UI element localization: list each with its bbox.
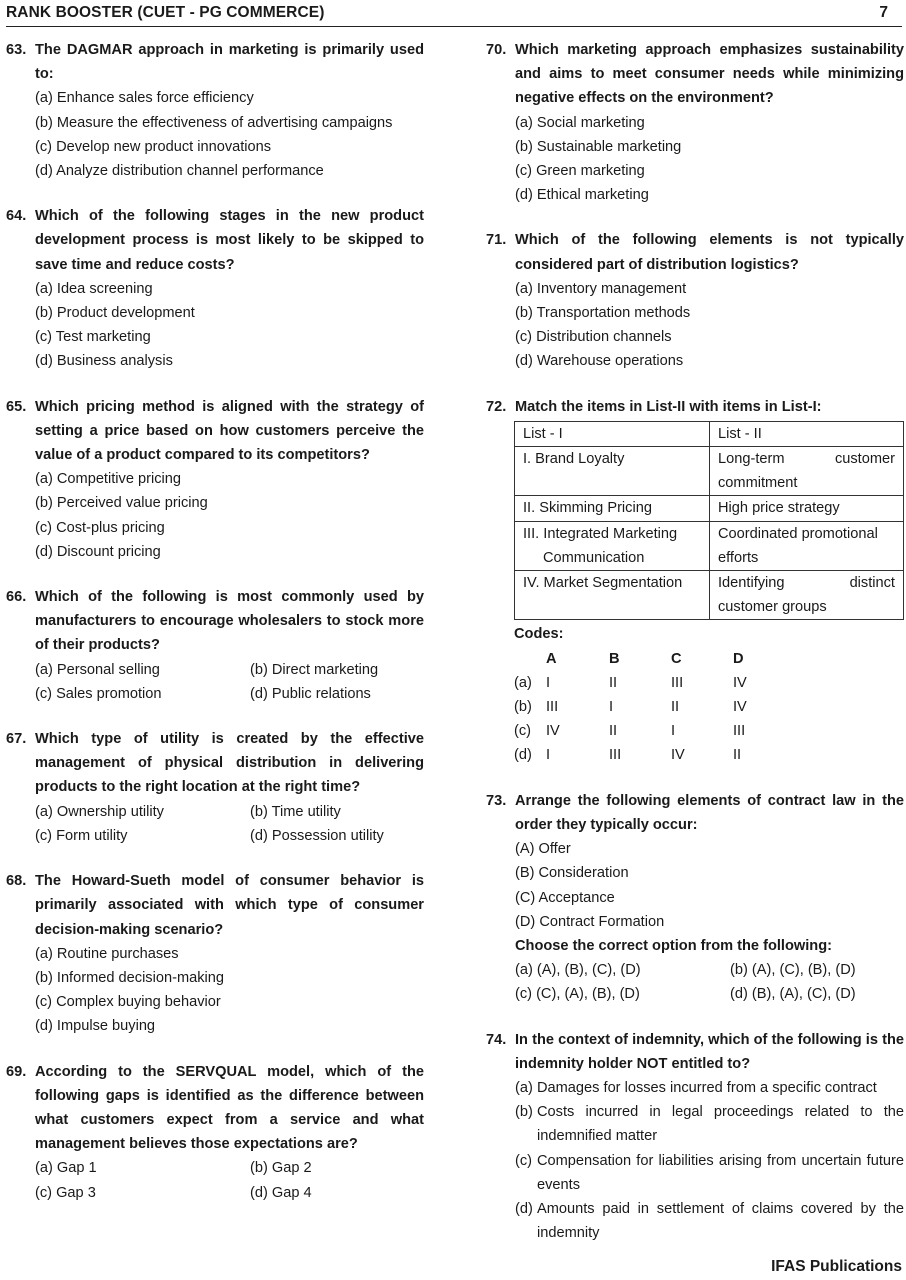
question-70 xyxy=(486,38,904,207)
right-column xyxy=(486,38,904,1266)
item-c: (C) Acceptance xyxy=(515,889,615,906)
codes-value: III xyxy=(671,674,684,691)
option-d: (d) Public relations xyxy=(250,685,371,702)
question-number: 68. xyxy=(6,873,27,890)
codes-value: I xyxy=(671,723,676,740)
question-67 xyxy=(6,727,424,848)
option-d xyxy=(515,1197,904,1245)
codes-key: (a) xyxy=(514,674,532,691)
table-row xyxy=(515,421,904,446)
table-row xyxy=(515,521,904,570)
codes-label: Codes: xyxy=(514,626,564,643)
option-c: (c) Sales promotion xyxy=(35,685,162,702)
codes-value: III xyxy=(609,747,622,764)
question-63 xyxy=(6,38,424,183)
option-c xyxy=(515,1149,904,1197)
item-b: (B) Consideration xyxy=(515,865,629,882)
codes-value: I xyxy=(546,674,551,691)
option-d: (d) Impulse buying xyxy=(35,1018,156,1035)
option-c: (c) Test marketing xyxy=(35,329,151,346)
option-a: (a) (A), (B), (C), (D) xyxy=(515,962,641,979)
question-number: 69. xyxy=(6,1063,27,1080)
match-table xyxy=(514,421,904,621)
table-row xyxy=(515,447,904,496)
option-b: (b) Direct marketing xyxy=(250,661,379,678)
option-label: (b) xyxy=(515,1104,533,1121)
question-text: Which of the following stages in the new product development process is most likely to be skipped to save time and reduce costs? xyxy=(35,208,424,273)
codes-header: B xyxy=(609,650,620,667)
option-d: (d) (B), (A), (C), (D) xyxy=(730,986,856,1003)
table-header-list-i: List - I xyxy=(515,421,710,446)
option-text: Compensation for liabilities arising from uncertain future events xyxy=(537,1152,904,1193)
option-a xyxy=(515,1076,904,1100)
table-row xyxy=(515,496,904,521)
question-65 xyxy=(6,395,424,564)
option-label: (a) xyxy=(515,1079,533,1096)
codes-value: II xyxy=(609,723,618,740)
page-number: 7 xyxy=(879,4,888,21)
question-text: Which type of utility is created by the effective management of physical distribution in delivering products to the right location at the right time? xyxy=(35,731,424,796)
question-number: 64. xyxy=(6,208,27,225)
question-72 xyxy=(486,395,904,768)
table-cell: Long-term customer commitment xyxy=(710,447,904,496)
option-b: (b) Measure the effectiveness of advertising campaigns xyxy=(35,114,393,131)
question-number: 66. xyxy=(6,589,27,606)
page-header xyxy=(6,4,902,27)
choose-instruction: Choose the correct option from the following: xyxy=(515,937,833,954)
option-d: (d) Gap 4 xyxy=(250,1184,312,1201)
option-a: (a) Ownership utility xyxy=(35,803,164,820)
table-row xyxy=(515,571,904,620)
question-74 xyxy=(486,1028,904,1246)
option-b: (b) Time utility xyxy=(250,803,341,820)
question-number: 74. xyxy=(486,1031,507,1048)
option-b: (b) Informed decision-making xyxy=(35,969,224,986)
option-a: (a) Competitive pricing xyxy=(35,471,181,488)
codes-row xyxy=(514,719,904,743)
option-a: (a) Idea screening xyxy=(35,280,153,297)
question-text: Which marketing approach emphasizes sustainability and aims to meet consumer needs while minimizing negative effects on the environment? xyxy=(515,42,904,107)
option-d: (d) Business analysis xyxy=(35,353,173,370)
option-b xyxy=(515,1100,904,1148)
question-64 xyxy=(6,204,424,373)
option-b: (b) (A), (C), (B), (D) xyxy=(730,962,856,979)
question-number: 71. xyxy=(486,232,507,249)
codes-key: (c) xyxy=(514,723,532,740)
codes-value: IV xyxy=(671,747,685,764)
question-69 xyxy=(6,1060,424,1205)
codes-row xyxy=(514,671,904,695)
option-a: (a) Personal selling xyxy=(35,661,160,678)
table-header-list-ii: List - II xyxy=(710,421,904,446)
option-text: Amounts paid in settlement of claims covered by the indemnity xyxy=(537,1200,904,1242)
question-text: Which of the following elements is not typically considered part of distribution logistics? xyxy=(515,232,904,273)
option-d: (d) Ethical marketing xyxy=(515,187,649,204)
question-number: 63. xyxy=(6,42,27,58)
question-text: The DAGMAR approach in marketing is primarily used to: xyxy=(35,42,424,83)
option-a: (a) Gap 1 xyxy=(35,1160,97,1177)
table-cell-line: III. Integrated Marketing xyxy=(523,525,678,542)
question-71 xyxy=(486,228,904,373)
book-title: RANK BOOSTER (CUET - PG COMMERCE) xyxy=(6,4,325,21)
question-text: The Howard-Sueth model of consumer behavior is primarily associated with which type of consumer decision-making scenario? xyxy=(35,873,424,938)
table-cell xyxy=(515,521,710,570)
codes-value: I xyxy=(609,699,614,716)
codes-value: IV xyxy=(733,674,747,691)
question-text: According to the SERVQUAL model, which of the following gaps is identified as the difference between what customers expect from a service and what management believes those expectations are? xyxy=(35,1063,424,1153)
option-c: (c) Develop new product innovations xyxy=(35,138,272,155)
option-text: Damages for losses incurred from a specific contract xyxy=(537,1079,877,1096)
option-c: (c) Cost-plus pricing xyxy=(35,519,165,536)
codes-value: II xyxy=(671,699,680,716)
option-b: (b) Sustainable marketing xyxy=(515,138,682,155)
question-text: Which pricing method is aligned with the strategy of setting a price based on how customers perceive the value of a product compared to its competitors? xyxy=(35,398,424,464)
item-d: (D) Contract Formation xyxy=(515,913,665,930)
option-label: (c) xyxy=(515,1152,533,1169)
option-a: (a) Routine purchases xyxy=(35,945,179,962)
question-number: 67. xyxy=(6,731,27,748)
left-column xyxy=(6,38,424,1226)
option-c: (c) Distribution channels xyxy=(515,329,672,346)
question-73 xyxy=(486,789,904,1007)
option-c: (c) Gap 3 xyxy=(35,1184,96,1201)
option-c: (c) Complex buying behavior xyxy=(35,994,221,1011)
option-c: (c) Green marketing xyxy=(515,163,645,180)
option-d: (d) Warehouse operations xyxy=(515,353,684,370)
option-d: (d) Discount pricing xyxy=(35,543,161,560)
table-cell: Coordinated promotional efforts xyxy=(710,521,904,570)
question-text: Match the items in List-II with items in List-I: xyxy=(515,398,822,415)
option-a: (a) Enhance sales force efficiency xyxy=(35,90,254,107)
codes-header: A xyxy=(546,650,557,667)
option-b: (b) Transportation methods xyxy=(515,305,691,322)
codes-value: II xyxy=(733,747,742,764)
codes-value: IV xyxy=(546,723,560,740)
option-text: Costs incurred in legal proceedings related to the indemnified matter xyxy=(537,1104,904,1145)
codes-value: III xyxy=(733,723,746,740)
question-68 xyxy=(6,869,424,1038)
codes-header: C xyxy=(671,650,682,667)
question-number: 73. xyxy=(486,792,507,809)
option-b: (b) Gap 2 xyxy=(250,1160,312,1177)
option-c: (c) (C), (A), (B), (D) xyxy=(515,986,640,1003)
table-cell: High price strategy xyxy=(710,496,904,521)
table-cell: I. Brand Loyalty xyxy=(515,447,710,496)
option-c: (c) Form utility xyxy=(35,827,128,844)
question-number: 70. xyxy=(486,42,507,58)
option-a: (a) Social marketing xyxy=(515,114,645,131)
codes-key: (d) xyxy=(514,747,532,764)
codes-row xyxy=(514,695,904,719)
table-cell: Identifying distinct customer groups xyxy=(710,571,904,620)
table-cell: II. Skimming Pricing xyxy=(515,496,710,521)
table-cell: IV. Market Segmentation xyxy=(515,571,710,620)
question-text: In the context of indemnity, which of the following is the indemnity holder NOT entitled to? xyxy=(515,1031,904,1072)
codes-value: II xyxy=(609,674,618,691)
question-66 xyxy=(6,585,424,706)
option-a: (a) Inventory management xyxy=(515,280,687,297)
publisher-footer: IFAS Publications xyxy=(771,1258,902,1275)
question-number: 65. xyxy=(6,398,27,415)
option-label: (d) xyxy=(515,1200,533,1217)
codes-row xyxy=(514,743,904,767)
item-a: (A) Offer xyxy=(515,841,571,858)
codes-value: I xyxy=(546,747,551,764)
table-cell-line: Communication xyxy=(543,549,645,566)
codes-key: (b) xyxy=(514,699,532,716)
option-b: (b) Perceived value pricing xyxy=(35,495,208,512)
option-b: (b) Product development xyxy=(35,305,195,322)
question-number: 72. xyxy=(486,398,507,415)
option-d: (d) Analyze distribution channel performance xyxy=(35,163,324,180)
option-d: (d) Possession utility xyxy=(250,827,384,844)
codes-header: D xyxy=(733,650,744,667)
question-text: Which of the following is most commonly used by manufacturers to encourage wholesalers to stock more of their products? xyxy=(35,589,424,654)
codes-grid xyxy=(514,647,904,768)
codes-value: IV xyxy=(733,699,747,716)
codes-value: III xyxy=(546,699,559,716)
question-text: Arrange the following elements of contract law in the order they typically occur: xyxy=(515,792,904,833)
